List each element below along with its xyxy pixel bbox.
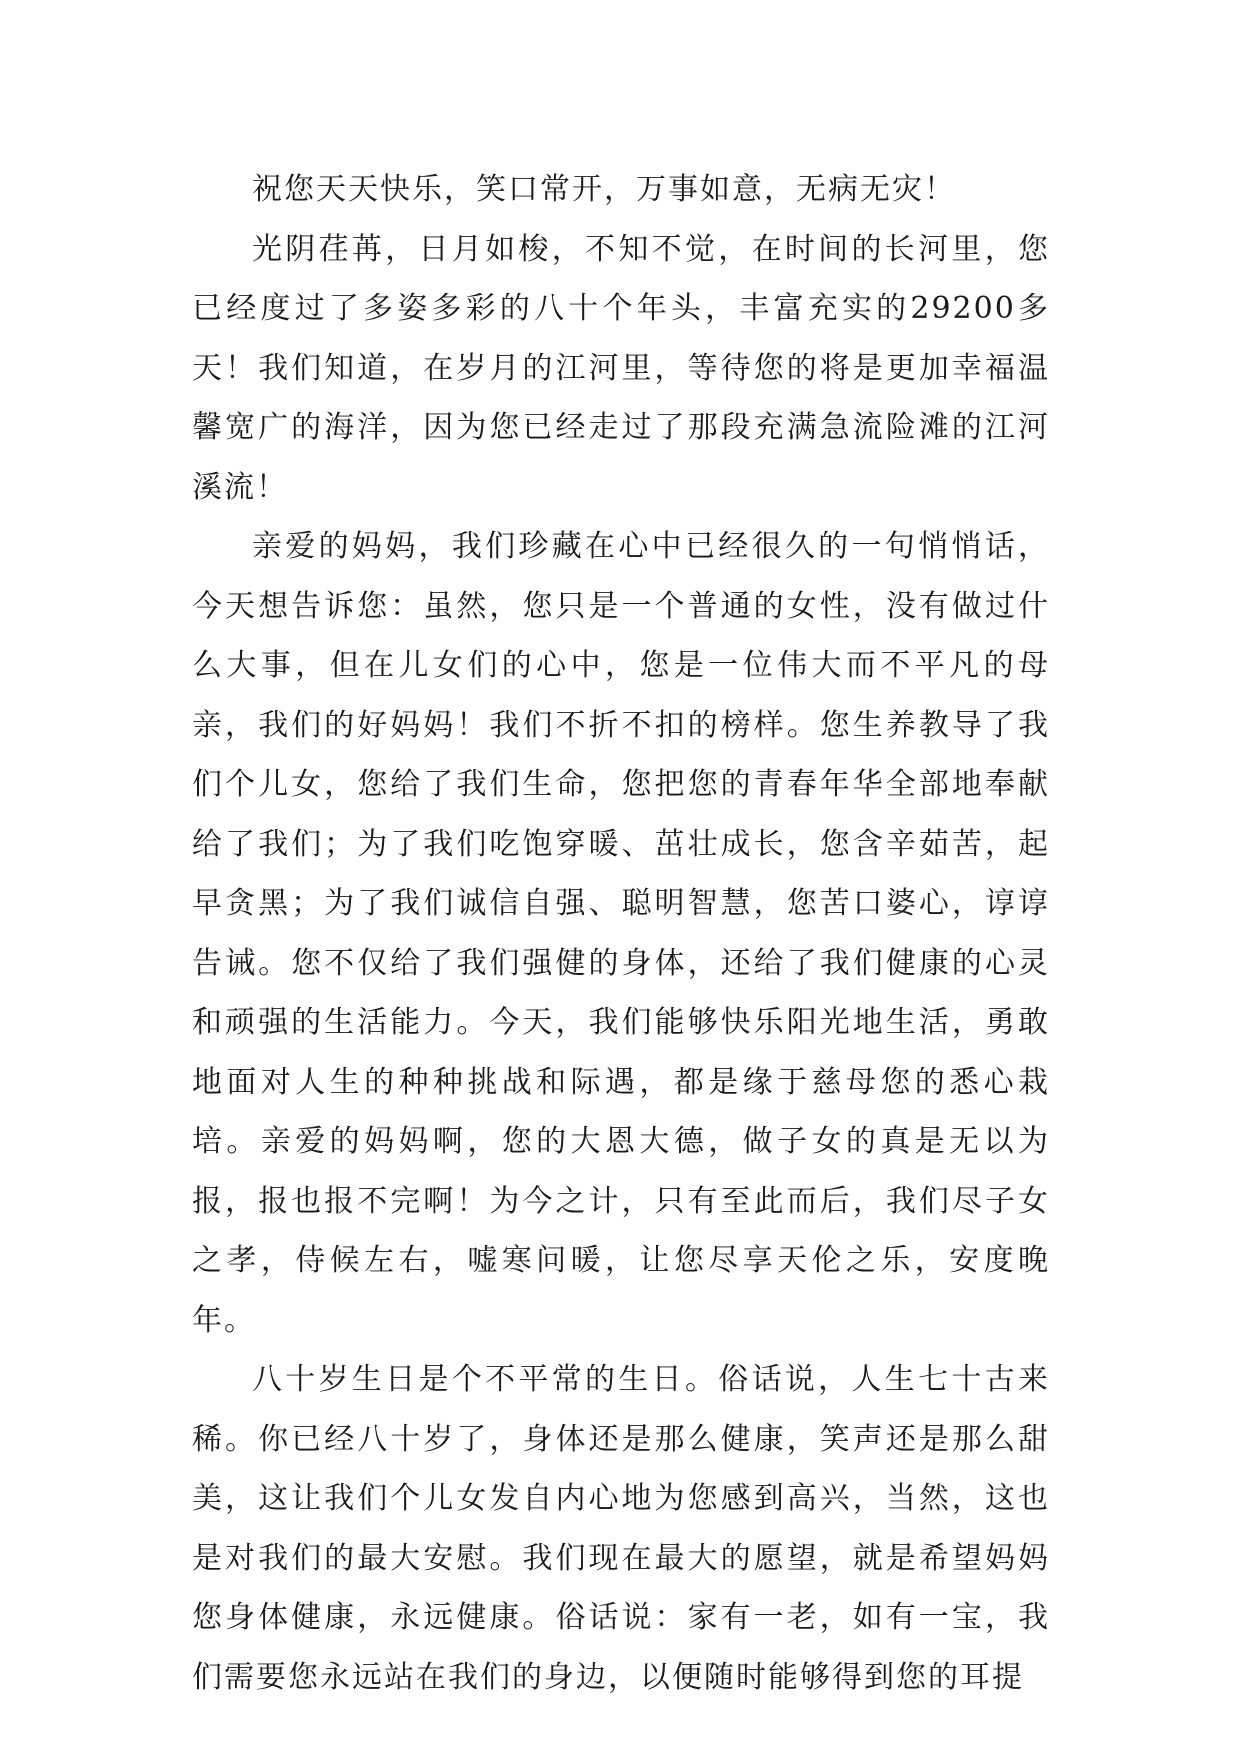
document-body xyxy=(192,160,1050,1707)
paragraph-greeting: 祝您天天快乐，笑口常开，万事如意，无病无灾！ xyxy=(252,172,956,207)
paragraph-eightieth-birthday: 八十岁生日是个不平常的生日。俗话说，人生七十古来稀。你已经八十岁了，身体还是那么健康，笑声还是那么甜美，这让我们个儿女发自内心地为您感到高兴，当然，这也是对我们的最大安慰。我们现在最大的愿望，就是希望妈妈您身体健康，永远健康。俗话说：家有一老，如有一宝，我们需要您永远站在我们的身边，以便随时能够得到您的耳提 xyxy=(192,1362,1050,1695)
paragraph-time-passing: 光阴荏苒，日月如梭，不知不觉，在时间的长河里，您已经度过了多姿多彩的八十个年头，丰富充实的29200多天！我们知道，在岁月的江河里，等待您的将是更加幸福温馨宽广的海洋，因为您已经走过了那段充满急流险滩的江河溪流！ xyxy=(192,231,1050,505)
paragraph-gratitude: 亲爱的妈妈，我们珍藏在心中已经很久的一句悄悄话，今天想告诉您：虽然，您只是一个普通的女性，没有做过什么大事，但在儿女们的心中，您是一位伟大而不平凡的母亲，我们的好妈妈！我们不折不扣的榜样。您生养教导了我们个儿女，您给了我们生命，您把您的青春年华全部地奉献给了我们；为了我们吃饱穿暖、茁壮成长，您含辛茹苦，起早贪黑；为了我们诚信自强、聪明智慧，您苦口婆心，谆谆告诫。您不仅给了我们强健的身体，还给了我们健康的心灵和顽强的生活能力。今天，我们能够快乐阳光地生活，勇敢地面对人生的种种挑战和际遇，都是缘于慈母您的悉心栽培。亲爱的妈妈啊，您的大恩大德，做子女的真是无以为报，报也报不完啊！为今之计，只有至此而后，我们尽子女之孝，侍候左右，嘘寒问暖，让您尽享天伦之乐，安度晚年。 xyxy=(192,529,1050,1338)
